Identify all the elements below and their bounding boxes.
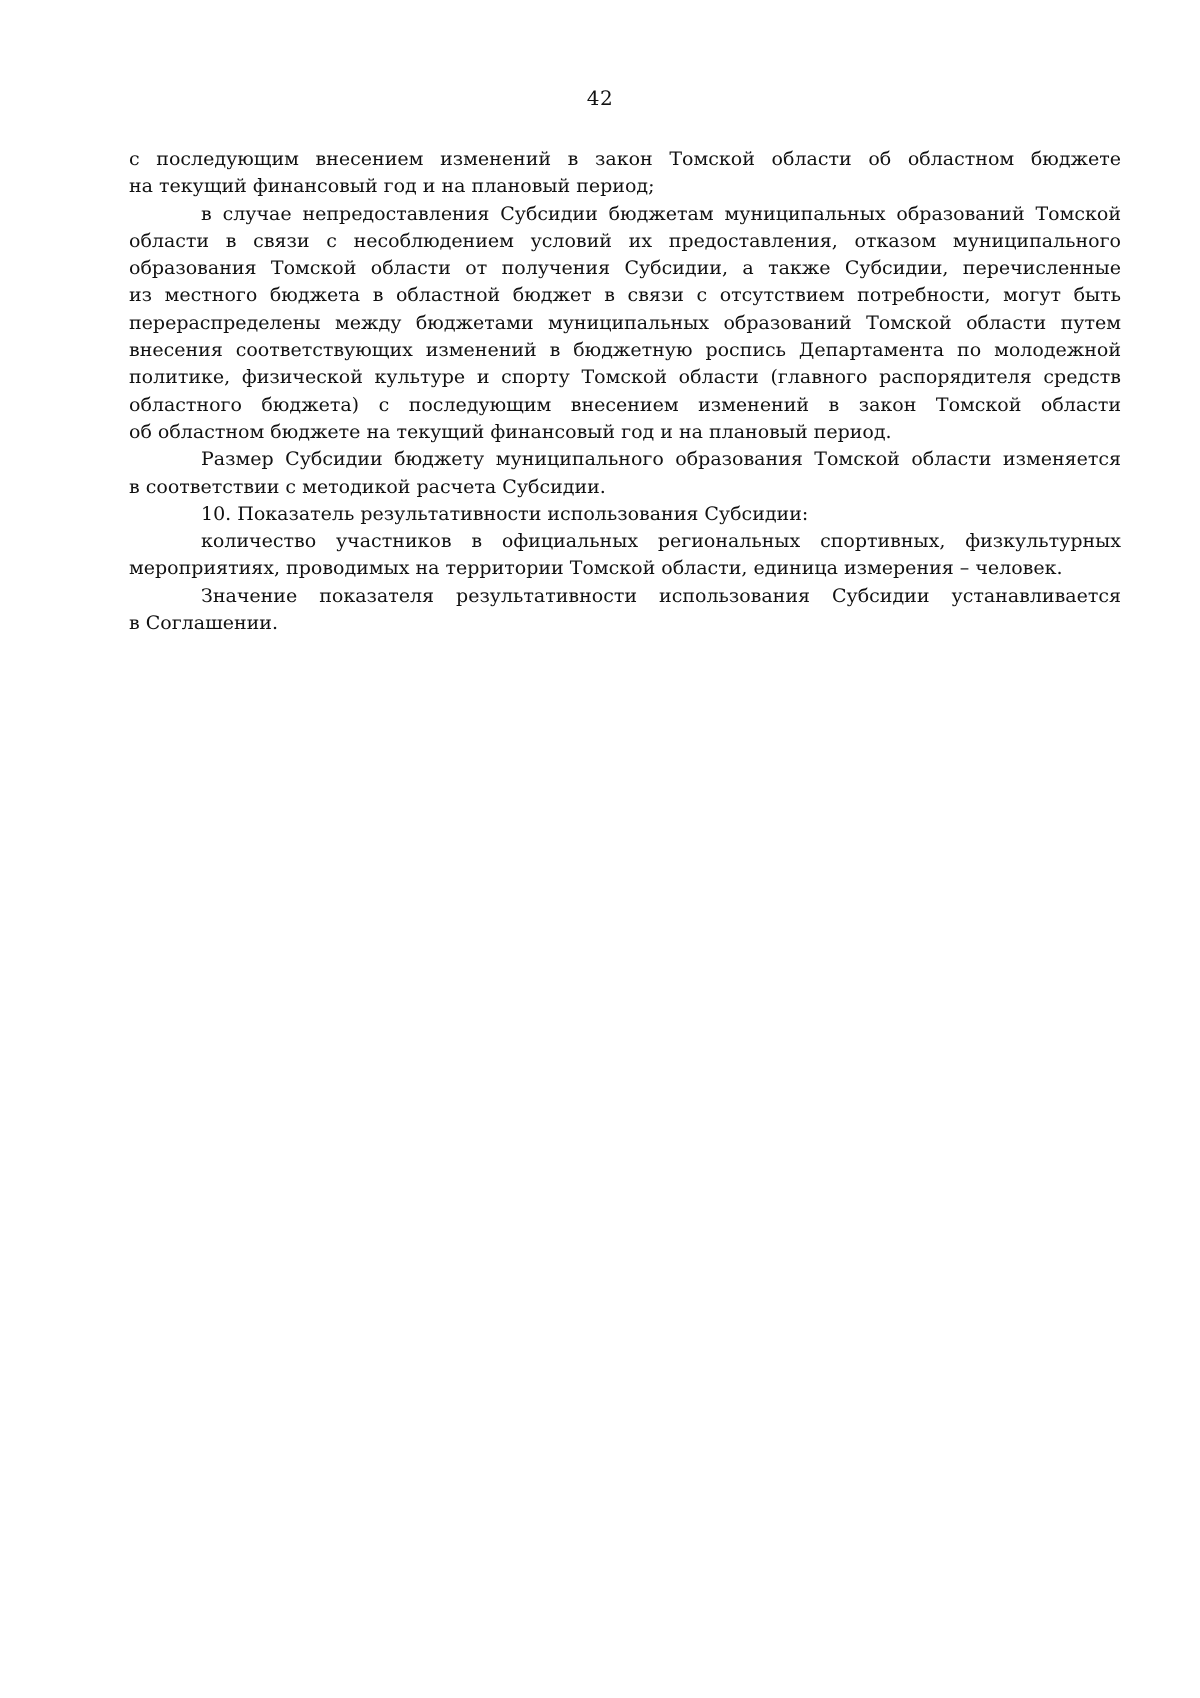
text-line: образования Томской области от получения Субсидии, а также Субсидии, перечисленные — [129, 257, 1121, 280]
text-line: с последующим внесением изменений в закон Томской области об областном бюджете — [129, 148, 1121, 170]
text-line: 10. Показатель результативности использования Субсидии: — [201, 502, 809, 525]
text-line: об областном бюджете на текущий финансовый год и на плановый период. — [129, 420, 892, 443]
text-line: перераспределены между бюджетами муниципальных образований Томской области путем — [129, 311, 1121, 334]
text-line: Значение показателя результативности использования Субсидии устанавливается — [201, 584, 1121, 607]
text-line: области в связи с несоблюдением условий их предоставления, отказом муниципального — [129, 229, 1121, 252]
text-line: в Соглашении. — [129, 612, 279, 635]
text-line: областного бюджета) с последующим внесением изменений в закон Томской области — [129, 393, 1121, 416]
text-line: политике, физической культуре и спорту Томской области (главного распорядителя средств — [129, 366, 1121, 389]
body-text — [129, 146, 1121, 637]
text-line: на текущий финансовый год и на плановый период; — [129, 175, 655, 198]
text-line: внесения соответствующих изменений в бюджетную роспись Департамента по молодежной — [129, 339, 1121, 362]
text-line: мероприятиях, проводимых на территории Томской области, единица измерения – человек. — [129, 557, 1063, 580]
text-line: количество участников в официальных региональных спортивных, физкультурных — [201, 530, 1121, 553]
text-line: Размер Субсидии бюджету муниципального образования Томской области изменяется — [201, 448, 1121, 471]
text-line: из местного бюджета в областной бюджет в связи с отсутствием потребности, могут быть — [129, 284, 1121, 307]
text-line: в соответствии с методикой расчета Субсидии. — [129, 475, 606, 498]
text-line: в случае непредоставления Субсидии бюджетам муниципальных образований Томской — [201, 202, 1121, 225]
page-number: 42 — [586, 86, 614, 110]
